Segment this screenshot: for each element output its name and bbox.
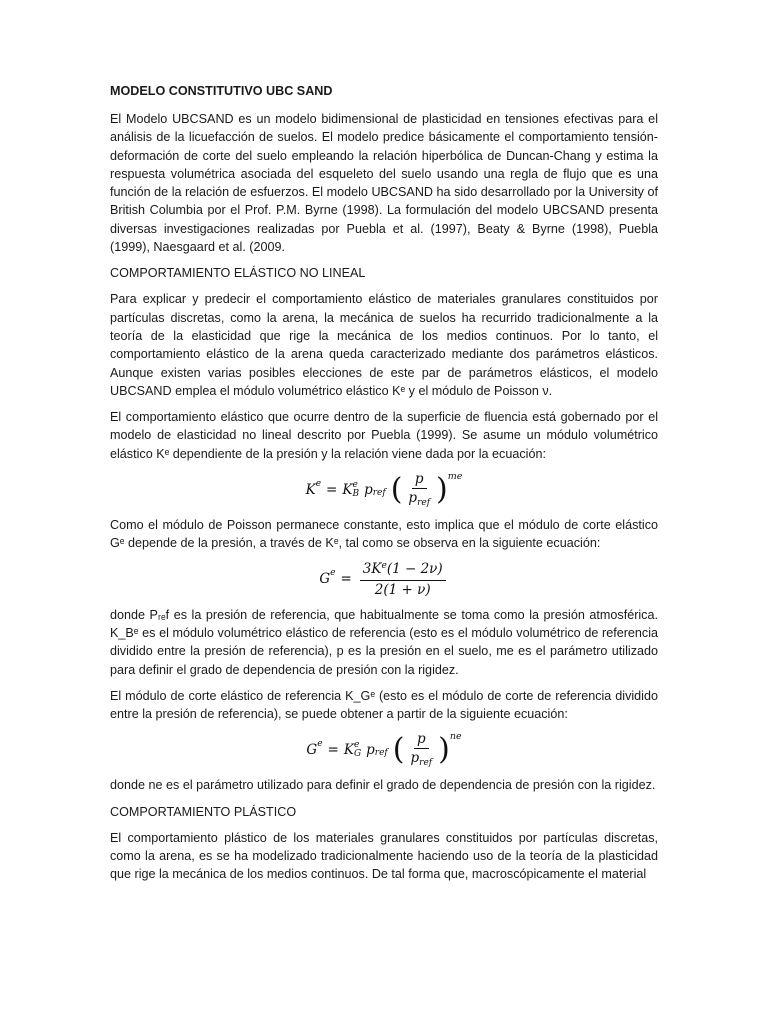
paragraph-poisson: Como el módulo de Poisson permanece constante, esto implica que el módulo de corte elástico Gᵉ depende de la presión, a través de Kᵉ, tal como se observa en la siguiente ecuación: (110, 518, 658, 551)
document-title: MODELO CONSTITUTIVO UBC SAND (110, 84, 333, 98)
paragraph-intro: El Modelo UBCSAND es un modelo bidimensional de plasticidad en tensiones efectivas para el análisis de la licuefacción de suelos. El modelo predice básicamente el comportamiento tensión-deformación de corte del suelo empleando la relación hiperbólica de Duncan-Chang y estima la respuesta volumétrica asociada del esqueleto del suelo usando una regla de flujo que es una función de la relación de esfuerzos. El modelo UBCSAND ha sido desarrollado por la University of British Columbia por el Prof. P.M. Byrne (1998). La formulación del modelo UBCSAND presenta diversas investigaciones realizadas por Puebla et al. (1997), Beaty & Byrne (1998), Puebla (1999), Naesgaard et al. (2009. (110, 112, 658, 255)
section-heading-plastic: COMPORTAMIENTO PLÁSTICO (110, 804, 297, 819)
paragraph-shear-reference: El módulo de corte elástico de referencia K_Gᵉ (esto es el módulo de corte de referencia dividido entre la presión de referencia), se puede obtener a partir de la siguiente ecuación: (110, 688, 658, 722)
paragraph-elastic-intro: Para explicar y predecir el comportamiento elástico de materiales granulares constituidos por partículas discretas, como la arena, la mecánica de suelos ha recurrido tradicionalmente a la teoría de la elasticidad que rige la mecánica de los medios continuos. Por lo tanto, el comportamiento elástico de la arena queda caracterizado mediante dos parámetros elásticos. Aunque existen varias posibles elecciones de este par de parámetros elásticos, el modelo UBCSAND emplea el módulo volumétrico elástico Kᵉ y el módulo de Poisson ν. (110, 292, 658, 398)
paragraph-definitions: donde Pᵣₑf es la presión de referencia, que habitualmente se toma como la presión atmosférica. K_Bᵉ es el módulo volumétrico elástico de referencia (esto es el módulo volumétrico de referencia dividido entre la presión de referencia), p es la presión en el suelo, me es el parámetro utilizado para definir el grado de dependencia de presión con la rigidez. (110, 607, 658, 677)
paragraph-plastic-intro: El comportamiento plástico de los materiales granulares constituidos por partículas discretas, como la arena, es se ha modelizado tradicionalmente haciendo uso de la teoría de la plasticidad que rige la mecánica de los medios continuos. De tal forma que, macroscópicamente el material (110, 830, 658, 882)
paragraph-ne-definition: donde ne es el parámetro utilizado para definir el grado de dependencia de presión con la rigidez. (110, 778, 656, 793)
equation-bulk-modulus: K e = K e B p ref ( $\frac{p}{p_{ref}}$ ) me (305, 471, 463, 509)
equation-shear-from-bulk: G e = $\frac{3K^e(1 - 2\nu)}{2(1 + \nu)}$ (110, 561, 658, 598)
paragraph-elastic-model: El comportamiento elástico que ocurre dentro de la superficie de fluencia está gobernado por el modelo de elasticidad no lineal descrito por Puebla (1999). Se asume un módulo volumétrico elástico Kᵉ dependiente de la presión y la relación viene dada por la ecuación: (110, 410, 658, 461)
section-heading-elastic: COMPORTAMIENTO ELÁSTICO NO LINEAL (110, 266, 366, 281)
equation-shear-modulus: G e = K e G p ref ( $\frac{p}{p_{ref}}$ ) ne (306, 731, 462, 769)
